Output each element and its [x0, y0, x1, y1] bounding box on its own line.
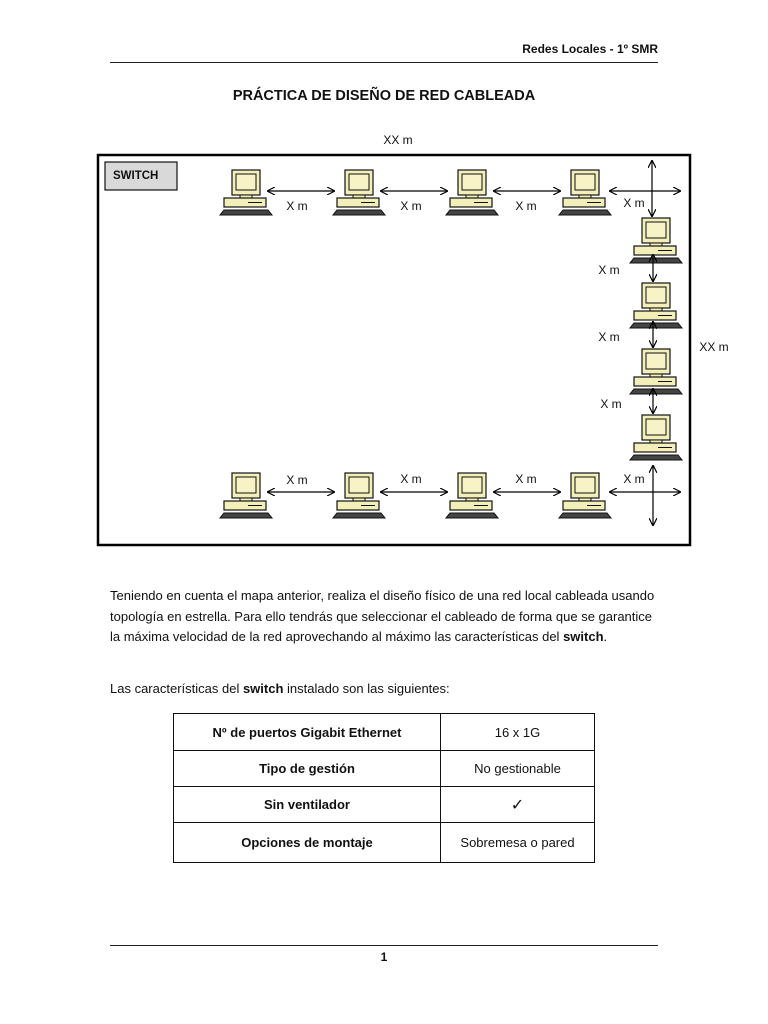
- spec-value: No gestionable: [441, 751, 595, 787]
- features-intro-paragraph: [110, 679, 658, 700]
- computer-icon: [446, 473, 498, 518]
- computer-icon: [559, 473, 611, 518]
- computer-icon: [630, 218, 682, 263]
- check-icon: ✓: [441, 787, 595, 823]
- segment-label: X m: [598, 330, 620, 344]
- header-text: Redes Locales - 1º SMR: [522, 42, 658, 56]
- table-row: [174, 714, 595, 751]
- switch-label: SWITCH: [113, 170, 159, 182]
- segment-label: X m: [400, 472, 422, 486]
- spec-label: Tipo de gestión: [174, 751, 441, 787]
- spec-value: 16 x 1G: [441, 714, 595, 751]
- features-intro-end: instalado son las siguientes:: [283, 681, 450, 696]
- spec-value: Sobremesa o pared: [441, 823, 595, 863]
- segment-label: X m: [286, 199, 308, 213]
- footer-rule: [110, 945, 658, 946]
- segment-label: X m: [623, 472, 645, 486]
- segment-label: X m: [623, 196, 645, 210]
- segment-label: X m: [400, 199, 422, 213]
- intro-paragraph: [110, 586, 658, 648]
- features-intro-text: Las características del: [110, 681, 243, 696]
- intro-text: Teniendo en cuenta el mapa anterior, realiza el diseño físico de una red local cableada usando topología en estrella. Para ello tendrás que seleccionar el cableado de forma que se garantice la máxima velocidad de la red aprovechando al máximo las características del: [110, 588, 655, 644]
- intro-end: .: [603, 629, 608, 644]
- switch-box: [105, 162, 177, 190]
- table-row: [174, 823, 595, 863]
- page-number: 1: [380, 950, 388, 964]
- width-label: XX m: [383, 133, 413, 147]
- table-row: [174, 787, 595, 823]
- computer-icon: [446, 170, 498, 215]
- computer-icon: [333, 473, 385, 518]
- intro-switch-word: switch: [563, 629, 604, 644]
- segment-label: X m: [515, 472, 537, 486]
- computer-icon: [333, 170, 385, 215]
- computer-icon: [630, 415, 682, 460]
- computer-icon: [220, 170, 272, 215]
- segment-label: X m: [598, 263, 620, 277]
- computer-icon: [630, 283, 682, 328]
- table-row: [174, 751, 595, 787]
- height-label: XX m: [699, 340, 729, 354]
- computer-icon: [220, 473, 272, 518]
- spec-label: Nº de puertos Gigabit Ethernet: [174, 714, 441, 751]
- spec-label: Opciones de montaje: [174, 823, 441, 863]
- segment-label: X m: [515, 199, 537, 213]
- page-title: PRÁCTICA DE DISEÑO DE RED CABLEADA: [232, 88, 536, 104]
- switch-specs-table: [173, 713, 595, 863]
- segment-label: X m: [600, 397, 622, 411]
- spec-label: Sin ventilador: [174, 787, 441, 823]
- computer-icon: [559, 170, 611, 215]
- segment-label: X m: [286, 473, 308, 487]
- computer-icon: [630, 349, 682, 394]
- features-switch-word: switch: [242, 681, 284, 696]
